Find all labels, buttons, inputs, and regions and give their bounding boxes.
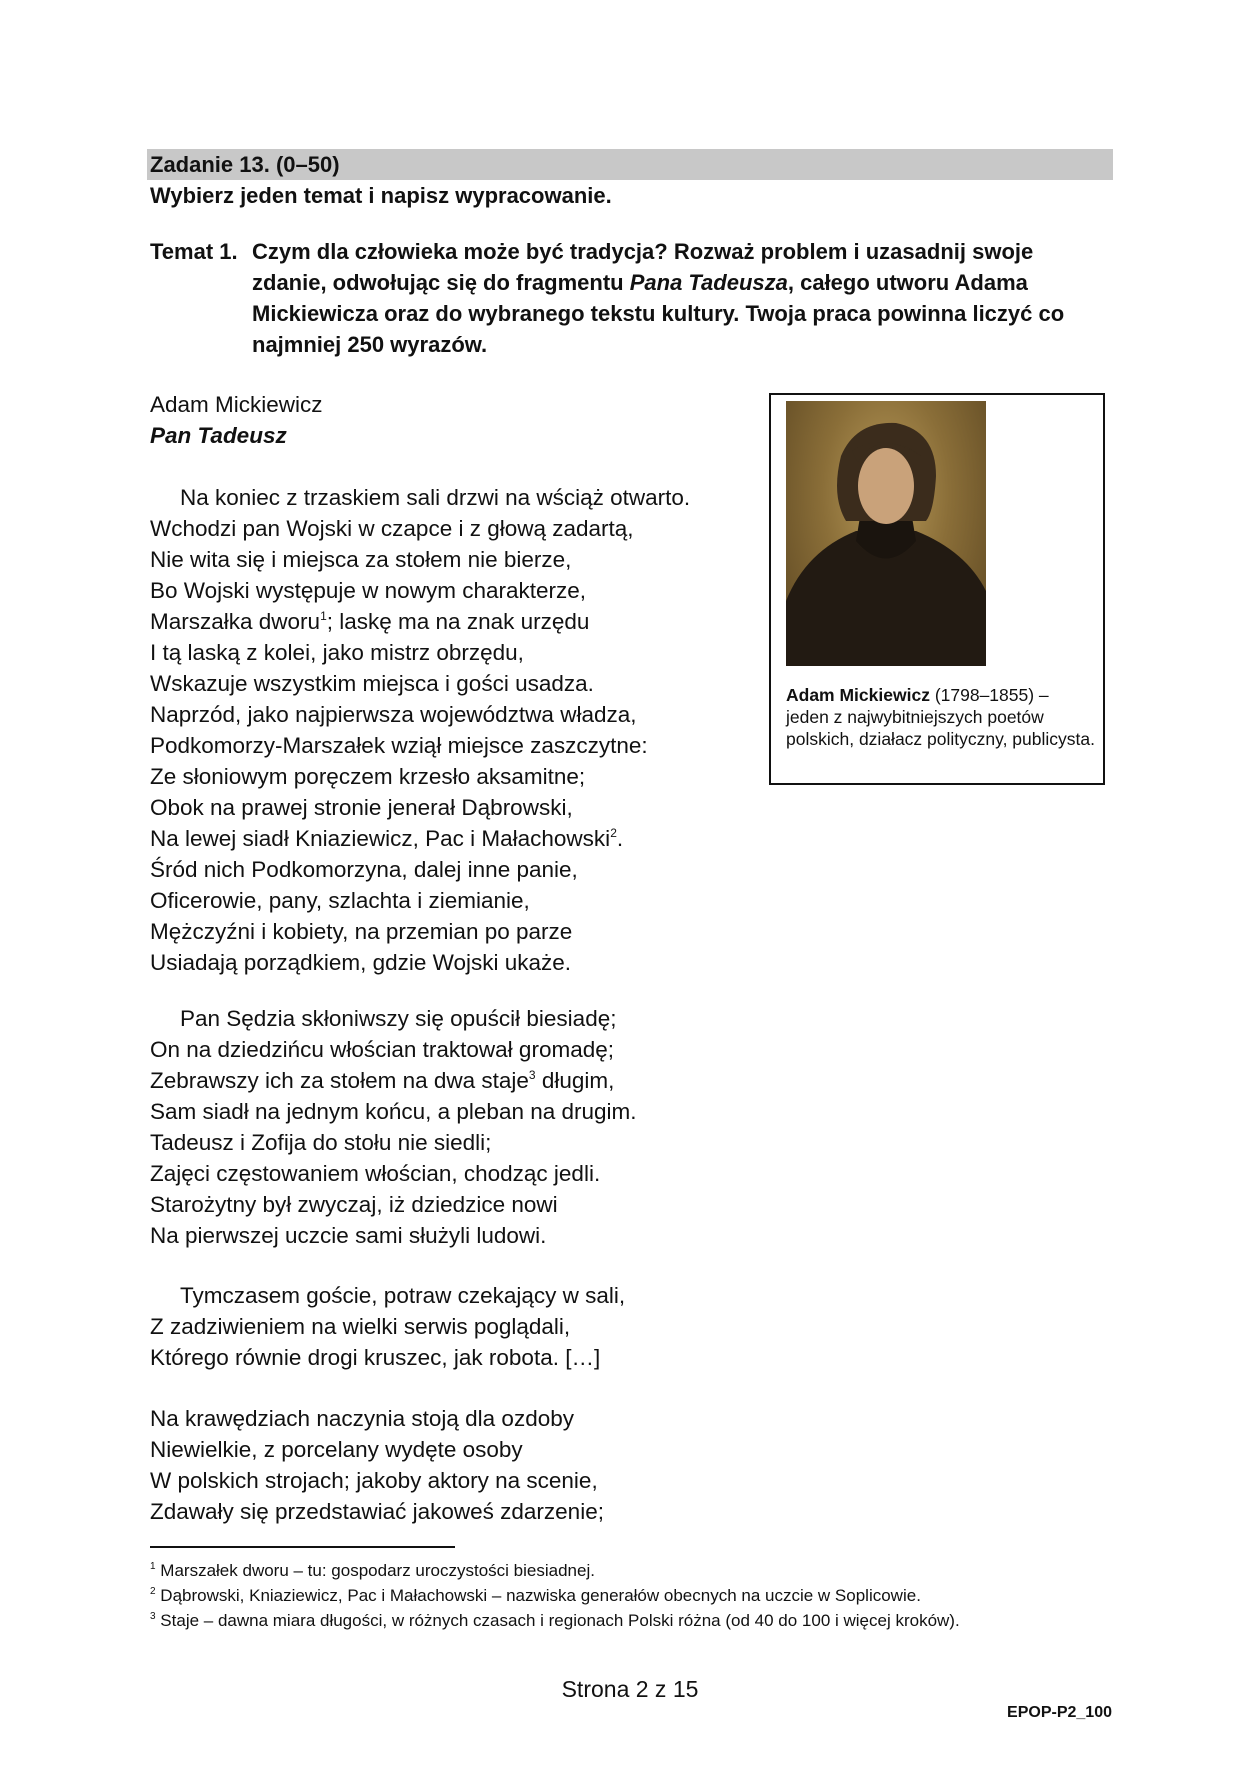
page-number: Strona 2 z 15 — [561, 1676, 699, 1702]
footnote-ref: 3 — [528, 1068, 536, 1082]
task-title: Zadanie 13. (0–50) — [150, 152, 340, 177]
poem-line-text: Marszałka dworu — [150, 609, 321, 634]
poem-line: Tymczasem goście, potraw czekający w sali, — [180, 1283, 626, 1308]
source — [150, 389, 323, 451]
footnote — [150, 1583, 921, 1608]
topic — [150, 236, 1090, 360]
poem-line-text: ; laskę ma na znak urzędu — [326, 609, 590, 634]
topic-label: Temat 1. — [150, 239, 238, 264]
source-author: Adam Mickiewicz — [150, 392, 323, 417]
poem-line: Wchodzi pan Wojski w czapce i z głową zadartą, — [150, 516, 634, 541]
portrait-caption — [786, 684, 1096, 750]
topic-text-end: , całego utworu Adama Mickiewicza oraz do wybranego tekstu kultury. Twoja praca powinna liczyć co najmniej 250 wyrazów. — [252, 270, 1065, 357]
poem-line: Nie wita się i miejsca za stołem nie bierze, — [150, 547, 572, 572]
poem-line: Bo Wojski występuje w nowym charakterze, — [150, 578, 586, 603]
document-code: EPOP-P2_100 — [1007, 1704, 1112, 1721]
poem-line: I tą laską z kolei, jako mistrz obrzędu, — [150, 640, 524, 665]
poem-line: Usiadają porządkiem, gdzie Wojski ukaże. — [150, 950, 572, 975]
poem-line: Zajęci częstowaniem włościan, chodząc jedli. — [150, 1161, 601, 1186]
portrait-figure-icon — [786, 401, 986, 666]
poem-stanza-3 — [150, 1280, 625, 1373]
poem-line: Na pierwszej uczcie sami służyli ludowi. — [150, 1223, 547, 1248]
poem-line: Oficerowie, pany, szlachta i ziemianie, — [150, 888, 530, 913]
poem-line: Sam siadł na jednym końcu, a pleban na drugim. — [150, 1099, 637, 1124]
poem-line: Tadeusz i Zofija do stołu nie siedli; — [150, 1130, 492, 1155]
poem-line: Obok na prawej stronie jenerał Dąbrowski, — [150, 795, 573, 820]
task-instruction: Wybierz jeden temat i napisz wypracowanie. — [150, 183, 612, 208]
footnote-text: Marszałek dworu – tu: gospodarz uroczystości biesiadnej. — [160, 1561, 595, 1580]
caption-name: Adam Mickiewicz — [786, 685, 930, 705]
poem-line: Starożytny był zwyczaj, iż dziedzice nowi — [150, 1192, 558, 1217]
poem-stanza-4 — [150, 1403, 604, 1527]
poem-line: Na krawędziach naczynia stoją dla ozdoby — [150, 1406, 574, 1431]
topic-italic-title: Pana Tadeusza — [629, 270, 788, 295]
footnote — [150, 1558, 595, 1583]
poem-line: Na koniec z trzaskiem sali drzwi na wściąż otwarto. — [180, 485, 691, 510]
footnote-ref: 2 — [610, 826, 617, 840]
portrait-image — [786, 401, 986, 666]
poem-line: Śród nich Podkomorzyna, dalej inne panie, — [150, 857, 578, 882]
poem-line: Z zadziwieniem na wielki serwis poglądali, — [150, 1314, 571, 1339]
poem-line: Którego równie drogi kruszec, jak robota. […] — [150, 1345, 601, 1370]
poem-line-text: Zebrawszy ich za stołem na dwa staje — [150, 1068, 529, 1093]
poem-line: W polskich strojach; jakoby aktory na scenie, — [150, 1468, 598, 1493]
poem-line: Wskazuje wszystkim miejsca i gości usadza. — [150, 671, 594, 696]
footnote-text: Staje – dawna miara długości, w różnych czasach i regionach Polski różna (od 40 do 100 i więcej kroków). — [160, 1611, 960, 1630]
poem-line-text: Na lewej siadł Kniaziewicz, Pac i Małachowski — [150, 826, 611, 851]
poem-line: Niewielkie, z porcelany wydęte osoby — [150, 1437, 523, 1462]
poem-line: Naprzód, jako najpierwsza województwa władza, — [150, 702, 637, 727]
poem-line — [150, 1065, 637, 1096]
poem-stanza-2 — [150, 1003, 637, 1251]
footnote-number: 2 — [150, 1586, 156, 1597]
poem-line: Podkomorzy-Marszałek wziął miejsce zaszczytne: — [150, 733, 648, 758]
poem-line: Zdawały się przedstawiać jakoweś zdarzenie; — [150, 1499, 604, 1524]
poem-line-text: długim, — [535, 1068, 615, 1093]
poem-line: Ze słoniowym poręczem krzesło aksamitne; — [150, 764, 586, 789]
footnote-divider — [150, 1546, 455, 1548]
poem-line: Mężczyźni i kobiety, na przemian po parze — [150, 919, 573, 944]
footnote-text: Dąbrowski, Kniaziewicz, Pac i Małachowski – nazwiska generałów obecnych na uczcie w Soplicowie. — [160, 1586, 921, 1605]
poem-line — [150, 606, 690, 637]
footnote-ref: 1 — [320, 609, 327, 623]
poem-line — [150, 823, 690, 854]
poem-line: Pan Sędzia skłoniwszy się opuścił biesiadę; — [180, 1006, 617, 1031]
footnote-number: 3 — [150, 1611, 156, 1622]
footnote-number: 1 — [150, 1561, 156, 1572]
poem-line-text: . — [616, 826, 624, 851]
caption-description: jeden z najwybitniejszych poetów polskich, działacz polityczny, publicysta. — [786, 707, 1095, 749]
source-title: Pan Tadeusz — [150, 423, 287, 448]
footnote — [150, 1608, 960, 1633]
topic-text: Czym dla człowieka może być tradycja? Rozważ problem i uzasadnij swoje zdanie, odwołując się do fragmentu — [252, 239, 1034, 295]
poem-stanza-1 — [150, 482, 690, 978]
caption-dates: (1798–1855) – — [929, 685, 1049, 705]
poem-line: On na dziedzińcu włościan traktował gromadę; — [150, 1037, 614, 1062]
